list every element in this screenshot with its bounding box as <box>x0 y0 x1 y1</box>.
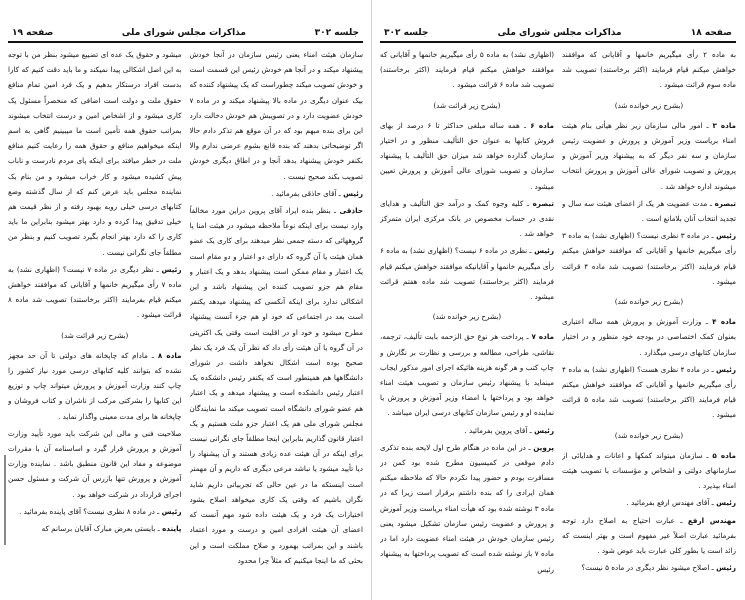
speaker-text: ـ آقای مهندس ارفع بفرمائید . <box>626 498 714 508</box>
speaker-text: ـ سازمان میتواند کمکها و اعانات و هدایائی از سازمانهای دولتی و اشخاص و مؤسسات با تصویب هیئت امناء بپذیرد . <box>562 450 736 491</box>
speaker-paragraph <box>380 196 554 242</box>
speaker-name: ماده ۸ <box>157 350 182 360</box>
speaker-name: حاذقی <box>339 206 363 216</box>
speaker-name: رئیس <box>534 246 554 256</box>
body-paragraph: میشود و حقوق یک عده ای تضییع میشود بنظر من با توجه به این اصل اشکالی پیدا نمیکند و ما باید دقت کنیم که کارا بدست افراد درستکار بدهیم و یک فرد امین تمام منافع حقوق ملت و دولت است اضافی که منحصراً مسئول یک کاری میشود و از اشخاص امین و درست انتخاب میشوند بمراتب حقوق همه تأمین است ما میبینیم گاهی به اسم اینکه میخواهیم منافع و حقوق همه را رعایت کنیم منافع ملت در خطر میافتد برای اینکه پای مردم نادرست و ناباب پیش کشیده میشود و کار خراب میشود و من بنام یک نماینده مجلس باید عرض کنم که از سال گذشته وضع کتابهای درسی خیلی روبه بهبود رفته و از نظر قیمت هم خیلی تدقیق پیدا کرده و دارد بهتر میشود بنابراین ما باید کاری را که دارد بهتر انجام بگیرد تصویب کنیم و بنظر من مطلقاً جای نگرانی نیست . <box>8 50 182 257</box>
body-paragraph: صلاحیت فنی و مالی این شرکت باید مورد تأیید وزارت آموزش و پرورش قرار گیرد و اساسنامه آن با مقررات موضوعه و مفاد این قانون منطبق باشد . نماینده وزارت آموزش و پرورش تنها بازرس آن شرکت و مسئول حسن اجرای قرارداد در شرکت خواهد بود . <box>8 428 182 499</box>
speaker-text: ـ مادام که چاپخانه های دولتی تا آن حد مجهز نشده که بتوانند کلیه کتابهای درسی مورد نیاز کشور را چاپ کنند وزارت آموزش و پرورش میتواند چاپ و توزیع این کتابها را بشرکتی مرکب از ناشران و کتاب فروشان و چاپخانه ها برای مدت معینی واگذار نماید . <box>8 350 182 421</box>
reading-note: (بشرح زیر خوانده شد) <box>614 430 684 440</box>
speaker-paragraph <box>380 423 554 438</box>
speaker-name: رئیس <box>343 188 363 198</box>
body-paragraph: سازمان هیئت امناء یعنی رئیس سازمان در آنجا خودش پیشنهاد میکند و در آنجا هم خودش رئیس این قسمت است و خودش تصویب میکند چطوراست که یک پیشنهاد کننده که بیک عنوان دیگری در ماده بالا پیشنهاد میکند و در ماده ۷ خودش عضویت دارد و در تصویبش هم خودش دخالت دارد این برای بنده مبهم بود که در آن موقع هم تذکر دادم حالا اگر توضیحاتی بدهند که بنده قانع بشوم عرضی ندارم والا بکنفر خودش پیشنهاد بدهد آنجا و در اطاق دیگری خودش تصویب بکند صحیح نیست . <box>189 50 363 181</box>
speaker-paragraph <box>8 262 182 323</box>
speaker-paragraph <box>190 203 364 568</box>
column-left <box>8 47 182 587</box>
speaker-paragraph <box>562 448 736 494</box>
speaker-paragraph <box>8 348 182 424</box>
speaker-paragraph <box>8 521 182 536</box>
page-number: صفحه ۱۹ <box>12 28 54 38</box>
speaker-name: پاینده <box>162 524 182 534</box>
speaker-paragraph <box>380 329 554 420</box>
reading-note: (بشرح زیر خوانده شد) <box>614 100 684 110</box>
session-number: جلسه ۳۰۲ <box>314 28 359 38</box>
speaker-text: ـ امور مالی سازمان زیر نظر هیأتی بنام هیئت امناء بریاست وزیر آموزش و پرورش و عضویت رئیس سازمان و سه نفر دیگر که به پیشنهاد وزیر آموزش و پرورش و تصویب شورای عالی آموزش و پرورش انتخاب میشوند اداره خواهد شد . <box>562 120 736 191</box>
reading-note: (بشرح زیر خوانده شد) <box>614 297 684 307</box>
speaker-paragraph <box>562 495 736 510</box>
reading-note: (بشرح زیر قرائت شد) <box>61 330 129 340</box>
session-number: جلسه ۳۰۲ <box>384 28 429 38</box>
speaker-paragraph <box>562 513 736 559</box>
speaker-text: ـ بایستی بعرض مبارک آقایان برسانم که <box>41 524 160 534</box>
speaker-name: رئیس <box>161 506 182 516</box>
speaker-text: ـ در ماده ۸ نظری نیست؟ آقای پاینده بفرمائید . <box>19 506 160 516</box>
speaker-text: ـ عبارت احتیاج به اصلاح دارد توجه بفرمائید عبارت اصلاً غیر مفهوم است و بهتر اینست که زائد است یا بطور کلی عبارت باید عوض شود . <box>562 515 736 556</box>
speaker-name: ماده ۷ <box>531 332 554 342</box>
speaker-text: ـ در ماده ۳ نظری نیست؟ (اظهاری نشد) به ماده ۳ رأی میگیریم خانمها و آقایانی که موافقند خواهش میکنم قیام فرمایند (اکثر برخاستند) تصویب شد ماده ۴ قرائت میشود . <box>562 231 736 286</box>
speaker-text: ـ نظری در ماده ۶ نیست؟ (اظهاری نشد) به ماده ۶ رأی میگیریم خانمها و آقایانیکه موافقند خواهش میکنم قیام فرمایند (اکثر برخاستند) تصویب شد ماده هفتم قرائت میشود . <box>380 246 554 302</box>
speaker-text: ـ بنظر بنده ایراد آقای پروین دراین مورد مخالفاً وارد نیست برای اینکه نوعاً ملاحظه میشود در هیئت امنا یا گروههائی که دسته جمعی نظر میدهند برای کاری یک عضو همان هیئت یا آن گروه که دارای دو اعتبار و دو مقام است یک اعتبار و مقام ممکن است پیشنهاد بدهد و یک اعتبار و مقام هم جزو تصویب کننده این پیشنهاد باشد و این اشکالی ندارد برای اینکه آنکسی که پیشنهاد میدهد یکنفر است بعد در اجتماعی که خود او هم جزء آنست پیشنهاد مطرح میشود و خود او در اقلیت است وقتی یک اکثریتی در آن گروه یا آن هیئت رأی داد که نظر آن یک فرد یک نظر صحیح بوده است اشکال نخواهد داشت در شورای دانشگاهها هم همینطور است که یکنفر رئیس دانشکده یک اعتبار رئیس دانشکده است و پیشنهاد میدهد و یک اعتبار هم عضو شورای دانشگاه است تصویب میکند ما نمایندگان مجلس شورای ملی هم یک اعتبار جزو ملت هستیم و یک اعتبار قانون گذاریم بنابراین اینجا مطلقاً جای نگرانی نیست برای اینکه در آن هیئت عده زیادی هستند و آن پیشنهاد را دیا تأیید میشود یا نباشد مرعی دیگری که داریم و آن مهمتر است اینستکه ما در عین حالی که تجربیاتی داریم شاید نگران باشیم که وقتی یک کاری میخواهد اصلاح بشود اختیارات یک فرد و یک هیئت داده شود مهم آنست که اعضای آن هیئت افرادی امین و درست و مورد اعتماد باشند و این بمراتب بهمورد و صلاح مملکت است و این بحثی که ما اینجا میکنیم که مثلاً چرا محدود <box>189 206 363 565</box>
speaker-name: پروین <box>533 442 554 452</box>
speaker-text: ـ آقای حاذقی بفرمائید . <box>271 188 341 198</box>
speaker-name: مهندس ارفع <box>687 515 736 525</box>
column-right <box>562 47 736 587</box>
speaker-text: ـ نظر دیگری در ماده ۷ نیست؟ (اظهاری نشد) به ماده ۷ رأی میگیریم خانمها و آقایانی که موافقند خواهش میکنم قیام بفرمایند (اکثر برخاستند) تصویب شد ماده ۸ قرائت میشود . <box>8 264 182 320</box>
body-paragraph: (اظهاری نشد) به ماده ۵ رأی میگیریم خانمها و آقایانی که موافقند خواهش میکنم قیام فرمایند (اکثر برخاستند) تصویب شد ماده ۶ قرائت میشود . <box>380 50 554 90</box>
document-title: مذاکرات مجلس شورای ملی <box>121 28 246 38</box>
speaker-text: ـ اصلاح میشود نظر دیگری در ماده ۵ نیست؟ <box>581 563 714 573</box>
speaker-text: ـ کلیه وجوه کمک و درآمد حق التألیف و هدایای نقدی در حساب مخصوص در بانک مرکزی ایران متمرکز خواهد شد . <box>380 198 554 239</box>
speaker-name: ماده ۵ <box>712 450 736 460</box>
reading-note: (بشرح زیر قرائت شد) <box>433 100 501 110</box>
page-19 <box>0 0 372 600</box>
speaker-name: رئیس <box>161 264 182 274</box>
speaker-text: ـ همه ساله مبلغی حداکثر تا ۶ درصد از بهای فروش کتابها به عنوان حق التألیف منظور و در اختیار سازمان گذارده خواهد شد میزان حق التألیف با پیشنهاد سازمان و تصویب شورای عالی آموزش و پرورش تعیین میشود . <box>380 120 554 191</box>
document-title: مذاکرات مجلس شورای ملی <box>497 28 622 38</box>
speaker-text: ـ مدت عضویت هر یک از اعضای هیئت سه سال و تجدید انتخاب آنان بلامانع است . <box>562 198 736 224</box>
speaker-name: ماده ۶ <box>530 120 554 130</box>
speaker-paragraph <box>562 228 736 289</box>
speaker-paragraph <box>8 504 182 519</box>
speaker-text: ـ در ماده ۴ نظری هست؟ (اظهاری نشد) به ماده ۴ رأی میگیریم خانمها و آقایانی که موافقند خواهش میکنم قیام فرمایند (اکثر برخاستند) تصویب شد ماده ۵ قرائت میشود . <box>562 364 736 420</box>
speaker-name: ماده ۳ <box>712 120 736 130</box>
speaker-paragraph <box>562 560 736 575</box>
page-header <box>380 28 736 43</box>
speaker-text: ـ وزارت آموزش و پرورش همه ساله اعتباری بعنوان کمک اختصاصی در بودجه خود منظور و در اختیار سازمان کتابهای درسی میگذارد . <box>562 317 736 357</box>
speaker-paragraph <box>380 243 554 304</box>
page-18 <box>372 0 744 600</box>
reading-note: (بشرح زیر خوانده شد) <box>432 312 502 322</box>
speaker-paragraph <box>562 362 736 423</box>
speaker-text: ـ آقای پروین بفرمائید . <box>464 425 532 435</box>
scan-edge-mark <box>4 455 6 545</box>
speaker-paragraph <box>190 186 364 201</box>
speaker-paragraph <box>562 196 736 226</box>
speaker-paragraph <box>380 118 554 194</box>
speaker-paragraph <box>562 314 736 360</box>
speaker-name: رئیس <box>716 364 736 374</box>
column-right <box>190 47 364 587</box>
column-left <box>380 47 554 587</box>
page-number: صفحه ۱۸ <box>690 28 732 38</box>
speaker-name: تبصره <box>532 198 554 208</box>
speaker-name: رئیس <box>716 498 736 508</box>
speaker-paragraph <box>380 440 554 577</box>
speaker-name: ماده ۴ <box>712 317 736 327</box>
speaker-name: رئیس <box>534 425 554 435</box>
page-header <box>8 28 363 43</box>
speaker-paragraph <box>562 118 736 194</box>
speaker-text: ـ در این ماده در هنگام طرح اول لایحه بنده تذکری دادم موقعی در کمیسیون مطرح شده بود کمن در مسافرت بودم و حضور پیدا نکردم حالا که ملاحظه میکنم همان ایرادی را که بنده داشتم برقرار است زیرا که در ماده ۳ نوشته شده بود که هیأت امناء بریاست وزیر آموزش و پرورش و عضویت رئیس سازمان تشکیل میشود یعنی رئیس سازمان خودش در هیئت امناء عضویت دارد اما در ماده ۷ باز نوشته شده است که تصویب پرداختها به پیشنهاد رئیس <box>380 442 554 574</box>
speaker-name: تبصره <box>714 198 736 208</box>
speaker-text: ـ پرداخت هر نوع حق الزحمه بابت تألیف، ترجمه، نقاشی، طراحی، مطالعه و بررسی و نظارت بر نگارش و چاپ کتب و هر گونه هزینه هائیکه اجرای امور مذکور ایجاب مینماید با پیشنهاد رئیس سازمان و تصویب هیئت امناء خواهد بود و پرداختها با امضاء وزیر آموزش و پرورش یا نماینده او و رئیس سازمان کتابهای درسی ایران میباشد . <box>380 332 554 418</box>
body-paragraph: به ماده ۲ رأی میگیریم خانمها و آقایانی که موافقند خواهش میکنم قیام فرمایند (اکثر برخاستند) تصویب شد ماده سوم قرائت میشود . <box>562 50 736 90</box>
speaker-name: رئیس <box>716 231 736 241</box>
speaker-name: رئیس <box>716 563 736 573</box>
